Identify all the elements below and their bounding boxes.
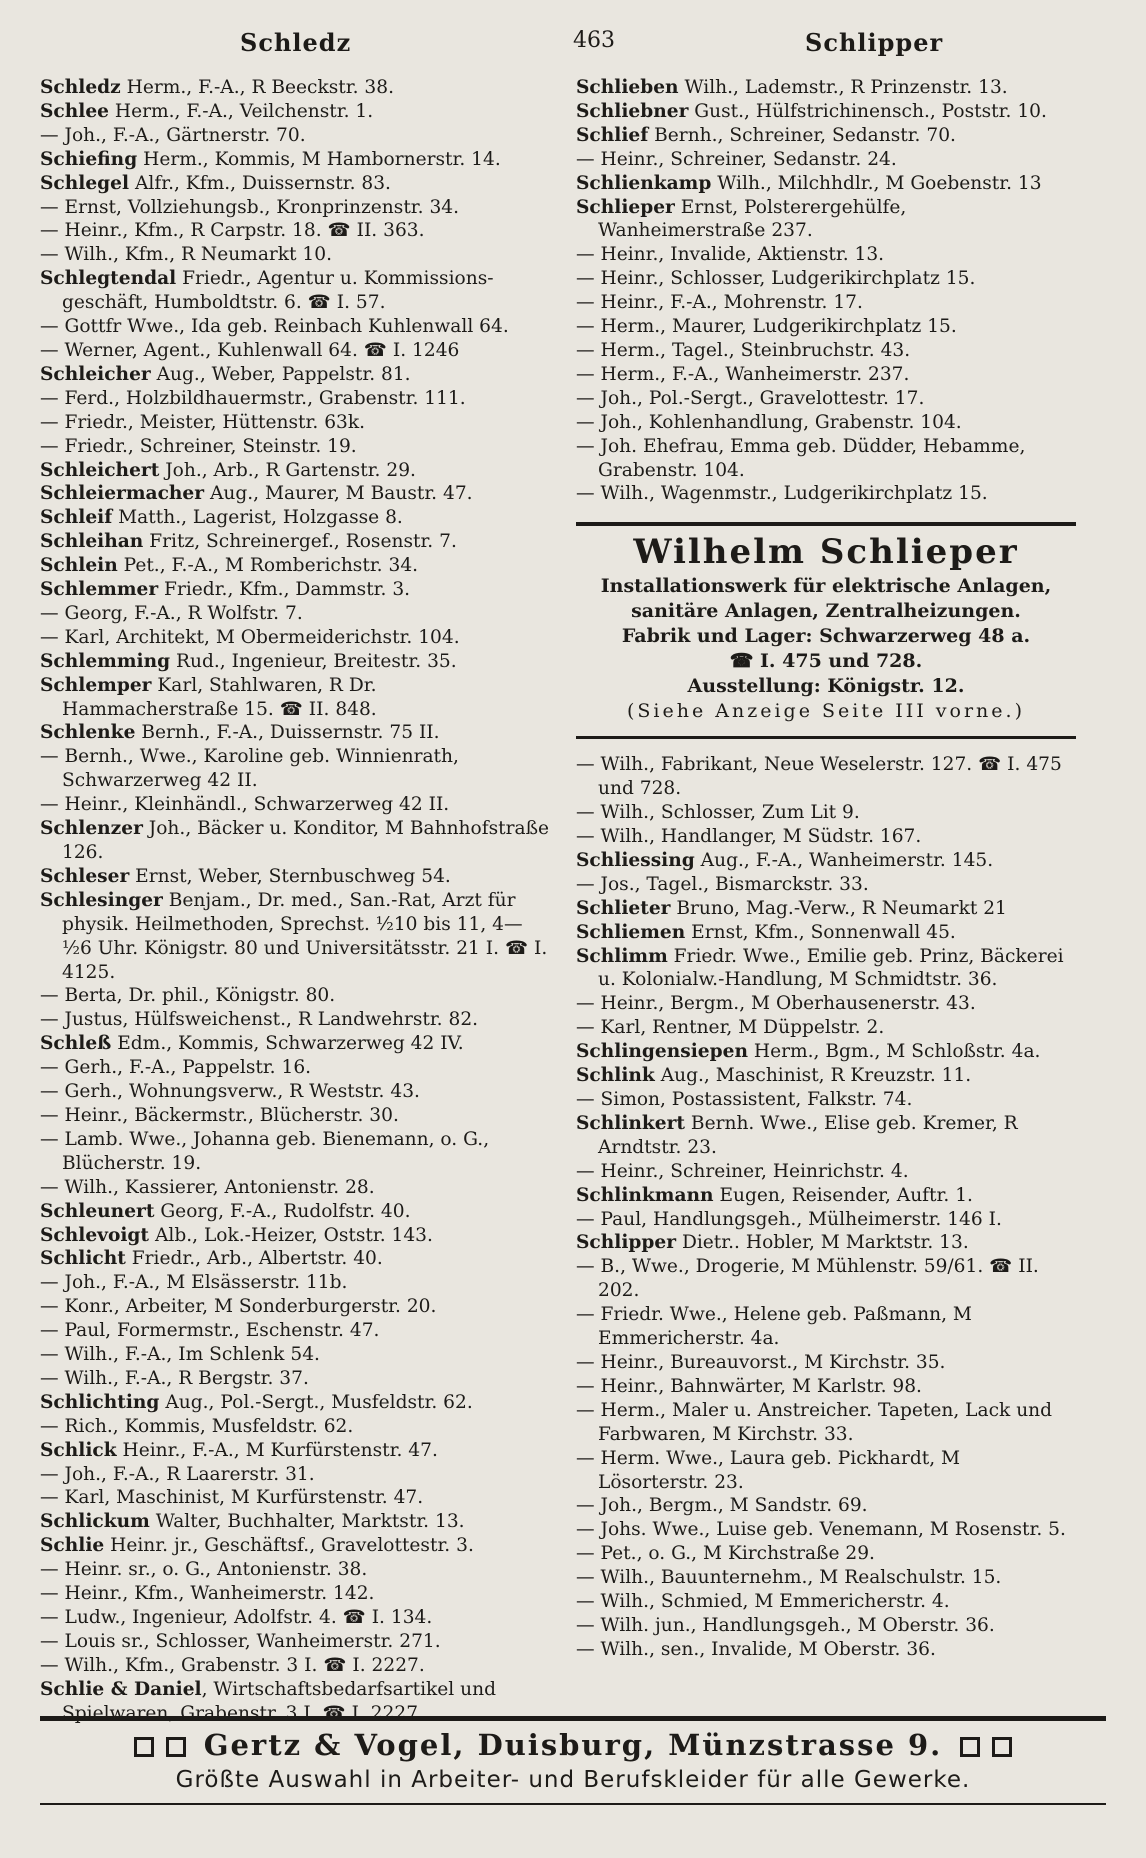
entry-details: — Werner, Agent., Kuhlenwall 64. ☎ I. 1246 <box>40 339 460 361</box>
directory-entry <box>576 363 1076 387</box>
directory-entry <box>40 1080 550 1104</box>
directory-entry <box>576 1184 1076 1208</box>
directory-entry <box>576 1208 1076 1232</box>
entry-details: — Pet., o. G., M Kirchstraße 29. <box>576 1543 875 1565</box>
square-ornament-icon <box>992 1737 1012 1757</box>
entry-details: — Wilh., F.-A., Im Schlenk 54. <box>40 1344 320 1366</box>
directory-entry <box>576 921 1076 945</box>
directory-entry <box>576 1590 1076 1614</box>
entry-details: — Heinr., F.-A., Mohrenstr. 17. <box>576 292 863 314</box>
entry-details: — Wilh., Wagenmstr., Ludgerikirchplatz 15. <box>576 483 988 505</box>
entry-details: — Wilh., Kfm., Grabenstr. 3 I. ☎ I. 2227. <box>40 1654 425 1676</box>
entry-surname: Schlegtendal <box>40 268 177 290</box>
advertisement-schlieper <box>576 522 1076 739</box>
entry-details: — Wilh. jun., Handlungsgeh., M Oberstr. 36. <box>576 1614 995 1636</box>
entry-surname: Schleichert <box>40 459 160 481</box>
directory-entry <box>576 753 1076 801</box>
directory-entry <box>40 459 550 483</box>
directory-entry <box>40 1534 550 1558</box>
directory-entry <box>576 992 1076 1016</box>
directory-entry <box>40 1391 550 1415</box>
entry-details: — Heinr. sr., o. G., Antonienstr. 38. <box>40 1559 368 1581</box>
directory-entry <box>40 267 550 315</box>
directory-entry <box>40 817 550 865</box>
directory-entry <box>40 1271 550 1295</box>
entry-details: Joh., Bäcker u. Konditor, M Bahnhofstraße 126. <box>62 818 550 863</box>
entry-surname: Schledz <box>40 77 121 98</box>
directory-entry <box>576 482 1076 506</box>
directory-entry <box>40 76 550 100</box>
entry-details: — Wilh., Bauunternehm., M Realschulstr. 15. <box>576 1567 1002 1589</box>
entry-details: Dietr.. Hobler, M Marktstr. 13. <box>676 1232 969 1254</box>
entry-details: — Jos., Tagel., Bismarckstr. 33. <box>576 873 869 895</box>
entry-surname: Schleicher <box>40 363 151 385</box>
page-number: 463 <box>573 28 615 53</box>
directory-entry <box>40 745 550 793</box>
entry-surname: Schlee <box>40 100 109 122</box>
directory-entry <box>40 1486 550 1510</box>
entry-surname: Schlesinger <box>40 889 163 911</box>
directory-entry <box>576 825 1076 849</box>
entry-surname: Schleiermacher <box>40 483 205 505</box>
footer-line-2: Größte Auswahl in Arbeiter- und Berufskleider für alle Gewerke. <box>175 1767 971 1793</box>
directory-entry <box>576 148 1076 172</box>
entry-details: Friedr., Arb., Albertstr. 40. <box>125 1248 383 1270</box>
directory-entry <box>40 1247 550 1271</box>
entry-details: Rud., Ingenieur, Breitestr. 35. <box>170 650 457 672</box>
directory-entry <box>40 411 550 435</box>
entry-details: — Wilh., Kassierer, Antonienstr. 28. <box>40 1176 375 1198</box>
entry-surname: Schlinkmann <box>576 1184 714 1206</box>
entry-details: — Ludw., Ingenieur, Adolfstr. 4. ☎ I. 134. <box>40 1607 433 1628</box>
entry-details: Eugen, Reisender, Auftr. 1. <box>713 1184 973 1206</box>
entry-details: — Bernh., Wwe., Karoline geb. Winnienrath, Schwarzerweg 42 II. <box>40 746 459 792</box>
entry-surname: Schliebner <box>576 100 689 122</box>
entry-details: Heinr. jr., Geschäftsf., Gravelottestr. 3. <box>104 1535 474 1557</box>
right-column-top-entries <box>576 76 1076 506</box>
entry-details: Friedr., Kfm., Dammstr. 3. <box>158 579 411 601</box>
entry-details: — Herm. Wwe., Laura geb. Pickhardt, M Lösorterstr. 23. <box>576 1447 961 1493</box>
entry-details: — Joh. Ehefrau, Emma geb. Düdder, Hebamme, Grabenstr. 104. <box>576 435 1026 481</box>
entry-details: Herm., F.-A., R Beeckstr. 38. <box>120 77 394 98</box>
entry-surname: Schlink <box>576 1065 655 1087</box>
entry-surname: Schlickum <box>40 1511 150 1533</box>
directory-entry <box>40 1056 550 1080</box>
directory-entry <box>576 873 1076 897</box>
entry-surname: Schlemming <box>40 650 171 672</box>
entry-details: — Ferd., Holzbildhauermstr., Grabenstr. 111. <box>40 387 466 409</box>
directory-entry <box>576 1160 1076 1184</box>
directory-entry <box>40 1463 550 1487</box>
entry-details: — Heinr., Kfm., Wanheimerstr. 142. <box>40 1583 375 1605</box>
directory-entry <box>40 793 550 817</box>
directory-entry <box>40 984 550 1008</box>
directory-entry <box>576 1231 1076 1255</box>
entry-details: Matth., Lagerist, Holzgasse 8. <box>112 507 403 529</box>
directory-entry <box>40 626 550 650</box>
directory-entry <box>576 1064 1076 1088</box>
entry-surname: Schlinkert <box>576 1112 686 1134</box>
directory-entry <box>40 1200 550 1224</box>
directory-entry <box>40 124 550 148</box>
directory-entry <box>40 339 550 363</box>
entry-details: — Friedr., Meister, Hüttenstr. 63k. <box>40 411 366 433</box>
directory-entry <box>40 578 550 602</box>
entry-details: — B., Wwe., Drogerie, M Mühlenstr. 59/61. ☎ II. 202. <box>576 1256 1039 1302</box>
directory-entry <box>576 1638 1076 1662</box>
directory-entry <box>576 267 1076 291</box>
directory-entry <box>40 506 550 530</box>
directory-entry <box>576 1016 1076 1040</box>
footer-advertisement <box>40 1716 1106 1805</box>
entry-details: — Joh., F.-A., Gärtnerstr. 70. <box>40 124 306 146</box>
entry-details: — Herm., Maurer, Ludgerikirchplatz 15. <box>576 316 957 338</box>
entry-details: Heinr., F.-A., M Kurfürstenstr. 47. <box>116 1439 438 1461</box>
directory-entry <box>40 435 550 459</box>
directory-entry <box>576 339 1076 363</box>
directory-entry <box>40 1415 550 1439</box>
entry-surname: Schlimm <box>576 945 668 967</box>
directory-entry <box>40 387 550 411</box>
entry-details: — Wilh., Kfm., R Neumarkt 10. <box>40 244 333 266</box>
ad-line-1: Installationswerk für elektrische Anlagen, <box>600 575 1052 598</box>
directory-entry <box>576 1399 1076 1447</box>
directory-entry <box>40 1319 550 1343</box>
entry-details: Friedr., Agentur u. Kommissions- geschäft, Humboldtstr. 6. ☎ I. 57. <box>62 268 494 314</box>
entry-details: — Heinr., Schreiner, Heinrichstr. 4. <box>576 1160 909 1182</box>
entry-surname: Schleß <box>40 1033 112 1055</box>
entry-details: Fritz, Schreinergef., Rosenstr. 7. <box>143 531 457 553</box>
entry-details: Alb., Lok.-Heizer, Oststr. 143. <box>149 1224 433 1246</box>
entry-surname: Schlie <box>40 1535 105 1557</box>
entry-surname: Schlenke <box>40 722 136 744</box>
entry-surname: Schlegel <box>40 172 130 194</box>
directory-entry <box>40 1224 550 1248</box>
page-header <box>40 28 1106 58</box>
directory-entry <box>40 363 550 387</box>
directory-entry <box>576 291 1076 315</box>
entry-surname: Schlipper <box>576 1232 677 1254</box>
left-column <box>40 76 550 1726</box>
entry-surname: Schlenzer <box>40 818 143 840</box>
directory-entry <box>576 1088 1076 1112</box>
entry-details: — Herm., Maler u. Anstreicher. Tapeten, Lack und Farbwaren, M Kirchstr. 33. <box>576 1399 1053 1445</box>
entry-details: Joh., Arb., R Gartenstr. 29. <box>159 459 416 481</box>
directory-entry <box>576 435 1076 483</box>
entry-details: — Heinr., Schreiner, Sedanstr. 24. <box>576 148 897 170</box>
entry-surname: Schliessing <box>576 849 695 871</box>
entry-details: — Louis sr., Schlosser, Wanheimerstr. 271. <box>40 1630 441 1652</box>
entry-details: Bruno, Mag.-Verw., R Neumarkt 21 <box>670 897 1007 919</box>
ad-line-4: ☎ I. 475 und 728. <box>729 650 923 673</box>
entry-details: Aug., Weber, Pappelstr. 81. <box>150 363 411 385</box>
entry-details: — Wilh., Fabrikant, Neue Weselerstr. 127. ☎ I. 475 und 728. <box>576 754 1062 800</box>
entry-details: — Heinr., Kfm., R Carpstr. 18. ☎ II. 363. <box>40 220 425 242</box>
directory-entry <box>40 1654 550 1678</box>
entry-details: Friedr. Wwe., Emilie geb. Prinz, Bäckerei u. Kolonialw.-Handlung, M Schmidtstr. 36. <box>598 945 1064 991</box>
ad-line-6: (Siehe Anzeige Seite III vorne.) <box>626 700 1025 723</box>
entry-details: — Heinr., Bahnwärter, M Karlstr. 98. <box>576 1375 922 1397</box>
entry-details: — Johs. Wwe., Luise geb. Venemann, M Rosenstr. 5. <box>576 1519 1066 1541</box>
entry-details: — Friedr., Schreiner, Steinstr. 19. <box>40 435 357 457</box>
entry-details: Wilh., Milchhdlr., M Goebenstr. 13 <box>711 172 1042 194</box>
directory-entry <box>40 148 550 172</box>
entry-details: Bernh., F.-A., Duissernstr. 75 II. <box>135 722 440 744</box>
directory-entry <box>40 650 550 674</box>
entry-details: — Lamb. Wwe., Johanna geb. Bienemann, o. G., Blücherstr. 19. <box>40 1128 490 1174</box>
entry-details: — Heinr., Invalide, Aktienstr. 13. <box>576 244 885 266</box>
entry-details: Herm., Kommis, M Hambornerstr. 14. <box>137 148 501 170</box>
entry-details: — Heinr., Schlosser, Ludgerikirchplatz 15. <box>576 268 976 290</box>
entry-details: — Joh., Bergm., M Sandstr. 69. <box>576 1495 868 1517</box>
entry-details: Wilh., Lademstr., R Prinzenstr. 13. <box>678 77 1008 98</box>
directory-entry <box>576 1112 1076 1160</box>
directory-entry <box>40 1128 550 1176</box>
entry-details: Pet., F.-A., M Romberichstr. 34. <box>117 555 419 577</box>
directory-entry <box>40 1032 550 1056</box>
entry-details: Bernh., Schreiner, Sedanstr. 70. <box>648 124 956 146</box>
directory-entry <box>576 1566 1076 1590</box>
directory-entry <box>40 243 550 267</box>
directory-entry <box>576 945 1076 993</box>
entry-surname: Schlein <box>40 555 118 577</box>
directory-entry <box>576 1255 1076 1303</box>
entry-details: — Joh., Kohlenhandlung, Grabenstr. 104. <box>576 411 962 433</box>
entry-details: — Wilh., sen., Invalide, M Oberstr. 36. <box>576 1638 936 1660</box>
entry-details: Herm., F.-A., Veilchenstr. 1. <box>109 100 374 122</box>
entry-details: Benjam., Dr. med., San.-Rat, Arzt für physik. Heilmethoden, Sprechst. ½10 bis 11, 4—½6 Uhr. Königstr. 80 und Universitätsstr. 21 I. ☎ I. 4125. <box>62 889 548 983</box>
square-ornament-icon <box>960 1737 980 1757</box>
entry-details: — Rich., Kommis, Musfeldstr. 62. <box>40 1415 354 1437</box>
directory-entry <box>40 1343 550 1367</box>
entry-surname: Schleihan <box>40 531 144 553</box>
entry-surname: Schlieben <box>576 77 679 98</box>
entry-details: — Friedr. Wwe., Helene geb. Paßmann, M Emmericherstr. 4a. <box>576 1304 972 1350</box>
directory-entry <box>40 554 550 578</box>
entry-details: Ernst, Kfm., Sonnenwall 45. <box>685 921 956 943</box>
directory-entry <box>576 1375 1076 1399</box>
directory-entry <box>40 1630 550 1654</box>
directory-entry <box>40 721 550 745</box>
entry-surname: Schlieper <box>576 196 675 218</box>
directory-entry <box>40 1558 550 1582</box>
header-right-keyword: Schlipper <box>805 28 944 57</box>
ad-line-3: Fabrik und Lager: Schwarzerweg 48 a. <box>621 625 1031 648</box>
entry-details: Aug., Pol.-Sergt., Musfeldstr. 62. <box>159 1391 473 1413</box>
directory-entry <box>40 172 550 196</box>
entry-details: Gust., Hülfstrichinensch., Poststr. 10. <box>688 100 1047 122</box>
directory-entry <box>40 1295 550 1319</box>
entry-details: — Herm., Tagel., Steinbruchstr. 43. <box>576 339 911 361</box>
entry-details: — Ernst, Vollziehungsb., Kronprinzenstr. 34. <box>40 196 460 218</box>
directory-entry <box>576 124 1076 148</box>
entry-details: — Joh., F.-A., M Elsässerstr. 11b. <box>40 1272 348 1294</box>
entry-details: — Paul, Handlungsgeh., Mülheimerstr. 146 I. <box>576 1208 1002 1230</box>
directory-entry <box>576 76 1076 100</box>
entry-details: , Wirtschaftsbedarfsartikel und Spielwaren, Grabenstr. 3 I. ☎ I. 2227. <box>62 1678 497 1724</box>
directory-entry <box>40 1606 550 1630</box>
entry-details: — Heinr., Bureauvorst., M Kirchstr. 35. <box>576 1351 946 1373</box>
directory-entry <box>40 1510 550 1534</box>
entry-details: — Heinr., Bäckermstr., Blücherstr. 30. <box>40 1104 399 1126</box>
entry-details: — Georg, F.-A., R Wolfstr. 7. <box>40 602 303 624</box>
directory-entry <box>40 482 550 506</box>
directory-entry <box>40 100 550 124</box>
entry-surname: Schleser <box>40 865 130 887</box>
directory-entry <box>40 315 550 339</box>
right-column-bottom-entries <box>576 753 1076 1661</box>
square-ornament-icon <box>134 1737 154 1757</box>
header-left-keyword: Schledz <box>240 28 352 57</box>
entry-details: Walter, Buchhalter, Marktstr. 13. <box>149 1511 465 1533</box>
entry-details: — Paul, Formermstr., Eschenstr. 47. <box>40 1320 380 1342</box>
directory-entry <box>576 411 1076 435</box>
entry-details: — Gerh., Wohnungsverw., R Weststr. 43. <box>40 1081 420 1103</box>
entry-surname: Schlemper <box>40 674 152 696</box>
directory-entry <box>40 674 550 722</box>
directory-entry <box>576 1447 1076 1495</box>
directory-entry <box>576 849 1076 873</box>
entry-surname: Schliemen <box>576 921 686 943</box>
entry-details: — Wilh., F.-A., R Bergstr. 37. <box>40 1367 309 1389</box>
entry-details: — Joh., Pol.-Sergt., Gravelottestr. 17. <box>576 387 925 409</box>
entry-details: — Justus, Hülfsweichenst., R Landwehrstr. 82. <box>40 1009 479 1031</box>
entry-details: — Karl, Rentner, M Düppelstr. 2. <box>576 1017 885 1039</box>
entry-details: — Wilh., Handlanger, M Südstr. 167. <box>576 826 922 848</box>
entry-details: Aug., F.-A., Wanheimerstr. 145. <box>694 849 994 871</box>
directory-entry <box>576 1040 1076 1064</box>
directory-entry <box>576 243 1076 267</box>
ad-title: Wilhelm Schlieper <box>633 532 1019 573</box>
entry-surname: Schlevoigt <box>40 1224 150 1246</box>
entry-details: — Berta, Dr. phil., Königstr. 80. <box>40 985 336 1007</box>
entry-details: Aug., Maurer, M Baustr. 47. <box>204 483 473 505</box>
entry-details: Ernst, Polsterergehülfe, Wanheimerstraße 237. <box>598 196 907 242</box>
entry-surname: Schlie & Daniel <box>40 1678 202 1700</box>
entry-details: Bernh. Wwe., Elise geb. Kremer, R Arndtstr. 23. <box>598 1112 1018 1158</box>
directory-entry <box>40 530 550 554</box>
entry-details: Herm., Bgm., M Schloßstr. 4a. <box>747 1041 1041 1063</box>
directory-entry <box>40 219 550 243</box>
directory-entry <box>40 1008 550 1032</box>
directory-entry <box>576 1303 1076 1351</box>
entry-surname: Schlieter <box>576 897 671 919</box>
directory-entry <box>40 602 550 626</box>
entry-details: — Gottfr Wwe., Ida geb. Reinbach Kuhlenwall 64. <box>40 316 509 338</box>
directory-entry <box>576 1542 1076 1566</box>
footer-line-1 <box>40 1727 1106 1763</box>
entry-surname: Schleif <box>40 507 113 529</box>
directory-entry <box>40 1439 550 1463</box>
directory-entry <box>576 897 1076 921</box>
directory-entry <box>40 1104 550 1128</box>
entry-surname: Schlief <box>576 124 649 146</box>
entry-surname: Schlingensiepen <box>576 1041 748 1063</box>
entry-details: — Gerh., F.-A., Pappelstr. 16. <box>40 1057 312 1079</box>
entry-details: — Herm., F.-A., Wanheimerstr. 237. <box>576 363 910 385</box>
directory-entry <box>576 196 1076 244</box>
ad-line-5: Ausstellung: Königstr. 12. <box>687 675 965 698</box>
entry-details: Karl, Stahlwaren, R Dr. Hammacherstraße 15. ☎ II. 848. <box>62 674 377 720</box>
directory-entry <box>576 1494 1076 1518</box>
directory-entry <box>40 865 550 889</box>
entry-details: Ernst, Weber, Sternbuschweg 54. <box>129 865 451 887</box>
entry-surname: Schleunert <box>40 1200 155 1222</box>
entry-surname: Schiefing <box>40 148 138 170</box>
entry-details: — Karl, Architekt, M Obermeiderichstr. 104. <box>40 626 460 648</box>
right-column <box>576 76 1076 1662</box>
directory-entry <box>576 1518 1076 1542</box>
entry-details: — Wilh., Schlosser, Zum Lit 9. <box>576 802 860 824</box>
entry-details: — Simon, Postassistent, Falkstr. 74. <box>576 1089 913 1110</box>
directory-entry <box>576 315 1076 339</box>
directory-entry <box>576 100 1076 124</box>
entry-surname: Schlemmer <box>40 579 159 601</box>
directory-entry <box>576 1351 1076 1375</box>
directory-entry <box>40 196 550 220</box>
footer-company: Gertz & Vogel, Duisburg, Münzstrasse 9. <box>203 1728 943 1762</box>
directory-entry <box>576 172 1076 196</box>
directory-entry <box>40 889 550 985</box>
directory-entry <box>576 1614 1076 1638</box>
entry-details: Edm., Kommis, Schwarzerweg 42 IV. <box>111 1033 464 1055</box>
entry-details: — Joh., F.-A., R Laarerstr. 31. <box>40 1463 315 1485</box>
directory-entry <box>40 1176 550 1200</box>
directory-entry <box>576 801 1076 825</box>
entry-details: — Konr., Arbeiter, M Sonderburgerstr. 20. <box>40 1296 437 1318</box>
directory-entry <box>576 387 1076 411</box>
entry-details: — Heinr., Bergm., M Oberhausenerstr. 43. <box>576 993 976 1015</box>
entry-details: Alfr., Kfm., Duissernstr. 83. <box>129 172 391 194</box>
directory-entry <box>40 1582 550 1606</box>
entry-surname: Schlicht <box>40 1248 126 1270</box>
ad-line-2: sanitäre Anlagen, Zentralheizungen. <box>631 600 1021 623</box>
entry-details: — Karl, Maschinist, M Kurfürstenstr. 47. <box>40 1487 424 1509</box>
square-ornament-icon <box>166 1737 186 1757</box>
entry-details: — Heinr., Kleinhändl., Schwarzerweg 42 II. <box>40 794 450 816</box>
entry-surname: Schlichting <box>40 1391 160 1413</box>
entry-details: Georg, F.-A., Rudolfstr. 40. <box>154 1200 411 1222</box>
entry-surname: Schlick <box>40 1439 117 1461</box>
entry-details: — Wilh., Schmied, M Emmericherstr. 4. <box>576 1591 950 1613</box>
entry-details: Aug., Maschinist, R Kreuzstr. 11. <box>654 1065 972 1087</box>
entry-surname: Schlienkamp <box>576 172 712 194</box>
directory-entry <box>40 1367 550 1391</box>
